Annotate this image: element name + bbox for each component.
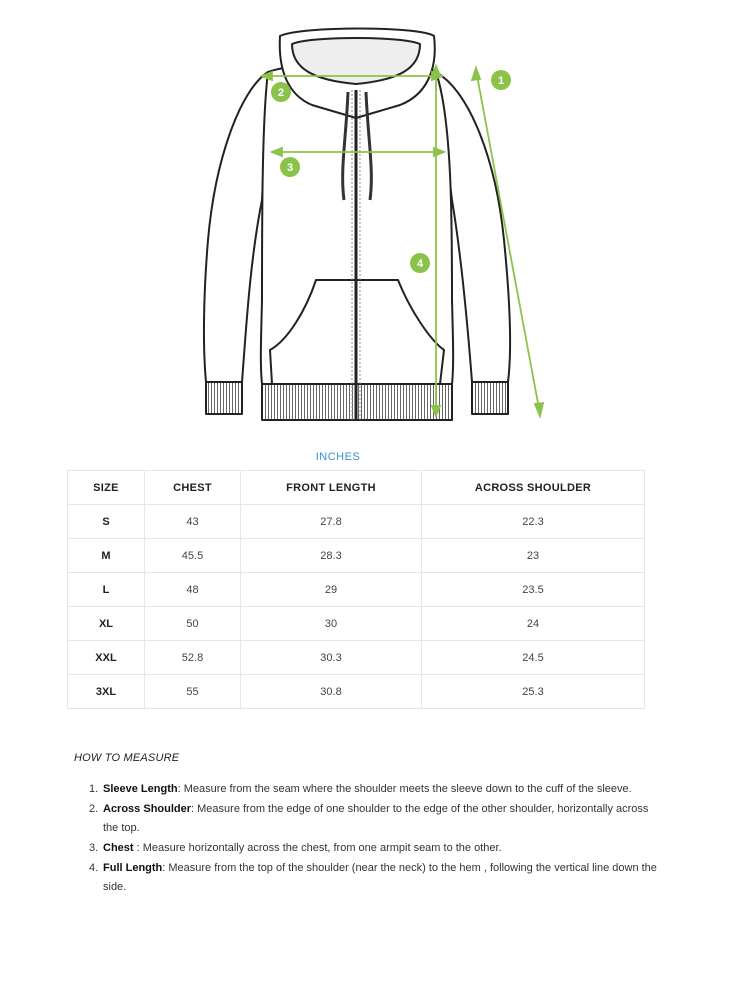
step-term: Chest (103, 842, 134, 854)
step-text: : Measure from the edge of one shoulder to the edge of the other shoulder, horizontally across the top. (103, 803, 649, 834)
across-shoulder-cell: 24 (422, 607, 645, 641)
size-cell: L (68, 573, 145, 607)
front-length-cell: 28.3 (241, 539, 422, 573)
front-length-cell: 30.8 (241, 675, 422, 709)
list-item (103, 800, 663, 838)
header-size: SIZE (68, 471, 145, 505)
table-row (68, 641, 645, 675)
list-item (103, 859, 663, 897)
step-term: Sleeve Length (103, 783, 178, 795)
callout-4-label: 4 (416, 258, 424, 270)
chest-cell: 55 (145, 675, 241, 709)
chest-cell: 48 (145, 573, 241, 607)
across-shoulder-cell: 23 (422, 539, 645, 573)
callout-3 (280, 157, 300, 177)
callout-3-label: 3 (286, 162, 294, 174)
callout-1-label: 1 (497, 75, 505, 87)
unit-label: INCHES (315, 451, 361, 463)
across-shoulder-cell: 24.5 (422, 641, 645, 675)
table-row (68, 675, 645, 709)
table-header-row (68, 471, 645, 505)
size-cell: 3XL (68, 675, 145, 709)
across-shoulder-cell: 23.5 (422, 573, 645, 607)
measure-steps-list (103, 780, 663, 898)
chest-cell: 52.8 (145, 641, 241, 675)
front-length-cell: 30 (241, 607, 422, 641)
front-length-cell: 30.3 (241, 641, 422, 675)
step-term: Across Shoulder (103, 803, 192, 815)
chest-cell: 50 (145, 607, 241, 641)
across-shoulder-cell: 22.3 (422, 505, 645, 539)
size-cell: XXL (68, 641, 145, 675)
step-text: : Measure horizontally across the chest, from one armpit seam to the other. (133, 842, 502, 854)
table-row (68, 505, 645, 539)
across-shoulder-cell: 25.3 (422, 675, 645, 709)
front-length-cell: 29 (241, 573, 422, 607)
callout-2 (271, 82, 291, 102)
callout-2-label: 2 (277, 87, 285, 99)
list-item (103, 839, 663, 858)
header-front-length: FRONT LENGTH (241, 471, 422, 505)
header-across-shoulder: ACROSS SHOULDER (422, 471, 645, 505)
front-length-cell: 27.8 (241, 505, 422, 539)
table-row (68, 607, 645, 641)
step-text: : Measure from the top of the shoulder (near the neck) to the hem , following the vertical line down the side. (103, 862, 657, 893)
step-term: Full Length (103, 862, 163, 874)
callout-1 (491, 70, 511, 90)
list-item (103, 780, 663, 799)
callout-4 (410, 253, 430, 273)
how-to-measure-heading: HOW TO MEASURE (74, 752, 180, 764)
table-row (68, 539, 645, 573)
hoodie-measurement-diagram (160, 22, 560, 428)
header-chest: CHEST (145, 471, 241, 505)
chest-cell: 45.5 (145, 539, 241, 573)
size-cell: XL (68, 607, 145, 641)
chest-cell: 43 (145, 505, 241, 539)
size-cell: S (68, 505, 145, 539)
size-cell: M (68, 539, 145, 573)
table-row (68, 573, 645, 607)
step-text: : Measure from the seam where the shoulder meets the sleeve down to the cuff of the sleeve. (177, 783, 632, 795)
size-chart-table (67, 470, 645, 709)
